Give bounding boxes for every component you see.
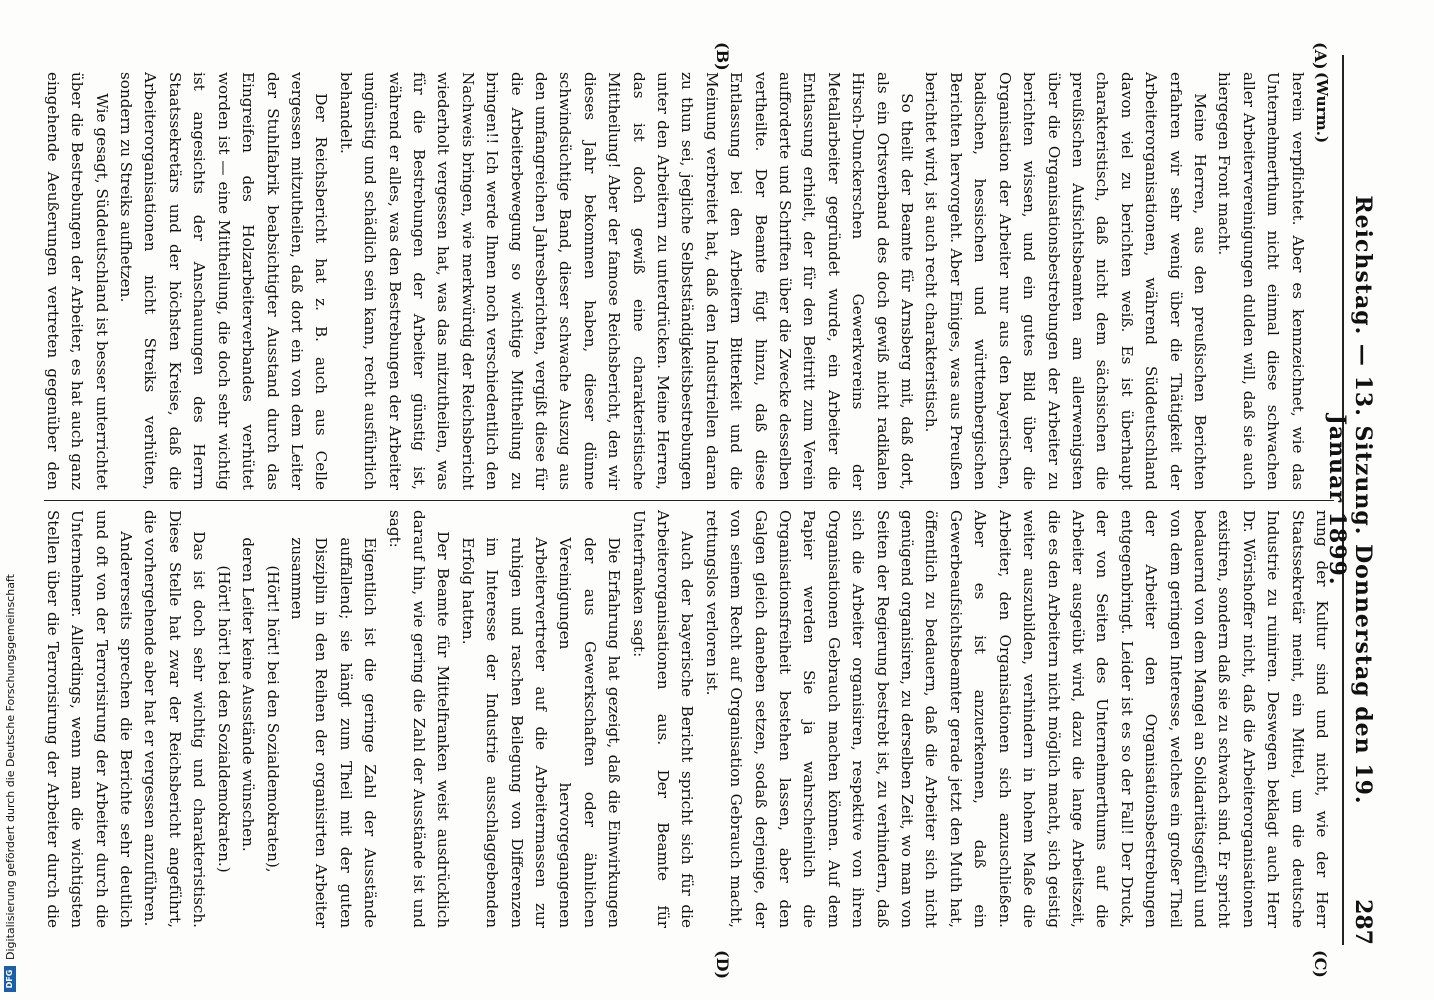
digitization-credit	[0, 0, 20, 1000]
column-divider	[44, 500, 1334, 501]
margin-letter-d: (D)	[713, 950, 732, 980]
paragraph-continuation: herein verpflichtet. Aber es kennzeichnet, wie das Unternehmerthum nicht einmal diese schwachen aller Arbeitervereinigungen dulden will, daß sie auch hiergegen Front macht.	[1215, 72, 1307, 490]
page-running-title: Reichstag. — 13. Sitzung. Donnerstag den 19. Januar 1899.	[1324, 195, 1376, 805]
paragraph: Wie gesagt, Süddeutschland ist besser unterrichtet über die Bestrebungen der Arbeiter, es hat auch ganz eingehende Aeußerungen vertreten gegenüber den	[44, 72, 111, 490]
paragraph: Der Reichsbericht hat z. B. auch aus Celle vergessen mitzutheilen, daß dort ein von dem Leiter der Stuhlfabrik beabsichtigter Ausstand durch das Eingreifen des Holzarbeiterverbandes verhütet worden ist — eine Mittheilung, die doch sehr wichtig ist angesichts der Anschauungen des Herrn Staatssekretärs und der höchsten Kreise, daß die Arbeiterorganisationen nicht Streiks verhüten, sondern zu Streiks aufhetzen.	[117, 72, 331, 490]
text-column-right	[44, 510, 1334, 928]
paragraph: Auch der bayerische Bericht spricht sich für die Arbeiterorganisationen aus. Der Beamte für Unterfranken sagt:	[629, 510, 697, 928]
paragraph: So theilt der Beamte für Arnsberg mit, daß dort, als ein Ortsverband des doch gewiß nicht radikalen Hirsch-Dunckerschen Gewerkvereins der Metallarbeiter gegründet wurde, ein Arbeiter die Entlassung erhielt, der für den Beitritt zum Verein aufforderte und Schriften über die Zwecke desselben vertheilte. Der Beamte fügt hinzu, daß diese Entlassung bei den Arbeitern Bitterkeit und die Meinung verbreitet hat, daß den Industriellen daran zu thun sei, jegliche Selbstständigkeitsbestrebungen unter den Arbeitern zu unterdrücken. Meine Herren, das ist doch gewiß eine charakteristische Mittheilung! Aber der famose Reichsbericht, den wir dieses Jahr bekommen haben, dieser dünne schwindsüchtige Band, dieser schwache Auszug aus den umfangreichen Jahresberichten, vergißt diese für die Arbeiterbewegung so wichtige Mittheilung zu bringen!! Ich werde Ihnen noch verschiedentlich den Nachweis bringen, wie merkwürdig der Reichsbericht wiederholt vergessen hat, was das mitzutheilen, was für die Bestrebungen der Arbeiter günstig ist, während er alles, was den Bestrebungen der Arbeiter ungünstig und schädlich sein kann, recht ausführlich behandelt.	[336, 72, 917, 490]
paragraph: Der Beamte für Mittelfranken weist ausdrücklich darauf hin, wie gering die Zahl der Ausstände ist und sagt:	[385, 510, 453, 928]
digitization-credit-text: Digitalisierung gefördert durch die Deutsche Forschungsgemeinschaft	[3, 574, 17, 960]
quoted-passage: Eigentlich ist die geringe Zahl der Ausstände auffallend; sie hängt zum Theil mit der guten Disziplin in den Reihen der organisirten Arbeiter zusammen	[287, 537, 380, 928]
quoted-passage: Die Erfahrung hat gezeigt, daß die Einwirkungen der aus Gewerkschaften oder ähnlichen Vereinigungen hervorgegangenen Arbeitervertreter auf die Arbeitermassen zur ruhigen und raschen Beilegung von Differenzen im Interesse der Industrie ausschlaggebenden Erfolg hatten.	[458, 537, 624, 928]
paragraph: Meine Herren, aus den preußischen Berichten erfahren wir sehr wenig über die Thätigkeit der Arbeiterorganisationen, während Süddeutschland davon viel zu berichten weiß. Es ist überhaupt charakteristisch, daß nicht dem sächsischen die preußischen Aufsichtsbeamten am allerwenigsten über die Organisationsbestrebungen der Arbeiter zu berichten wissen, und ein gutes Bild über die Organisation der Arbeiter nur aus den bayerischen, badischen, hessischen und württembergischen Berichten hervorgeht. Aber Einiges, was aus Preußen berichtet wird, ist auch recht charakteristisch.	[922, 72, 1209, 490]
paragraph: Das ist doch sehr wichtig und charakteristisch. Diese Stelle hat zwar der Reichsbericht angeführt, die vorhergehende aber hat er vergessen anzuführen.	[141, 510, 209, 928]
margin-letter-b: (B)	[713, 42, 732, 71]
speaker-label: (Wurm.)	[1313, 72, 1331, 144]
paragraph-continuation: rung der Kultur sind und nicht, wie der Herr Staatssekretär meint, ein Mittel, um die deutsche Industrie zu ruiniren. Deswegen beklagt auch Herr Dr. Wörishoffer nicht, daß die Arbeiterorganisationen existiren, sondern daß sie zu schwach sind. Er spricht bedauernd von dem Mangel an Solidaritätsgefühl und von dem geringen Interesse, welches ein großer Theil der Arbeiter den Organisationsbestrebungen entgegenbringt. Leider ist es so der Fall! Der Druck, der von Seiten des Unternehmerthums auf die Arbeiter ausgeübt wird, dazu die lange Arbeitszeit, die es den Arbeitern nicht möglich macht, sich geistig weiter auszubilden, verhindern in hohem Maße die Arbeiter, den Organisationen sich anzuschließen. Aber es ist anzuerkennen, daß ein Gewerbeaufsichtsbeamter gerade jetzt den Muth hat, öffentlich zu bedauern, daß die Arbeiter sich nicht genügend organisiren, zu derselben Zeit, wo man von Seiten der Regierung bestrebt ist, zu verhindern, daß sich die Arbeiter organisiren, respektive von ihren Organisationen Gebrauch machen können. Auf dem Papier werden Sie ja wahrscheinlich die Organisationsfreiheit bestehen lassen, aber den Galgen gleich daneben setzen, sodaß derjenige, der von seinem Recht auf Organisation Gebrauch macht, rettungslos verloren ist.	[702, 510, 1331, 928]
dfg-logo: DFG	[4, 966, 16, 992]
page-number: 287	[1350, 899, 1376, 945]
margin-letter-a: (A)	[1311, 42, 1330, 70]
interjection: (Hört! hört! bei den Sozialdemokraten.)	[214, 565, 233, 873]
text-column-left	[44, 72, 1334, 490]
quoted-passage: deren Leiter keine Ausstände wünschen.	[239, 537, 258, 852]
paragraph: Andererseits sprechen die Berichte sehr deutlich und oft von der Terrorisirung der Arbeiter durch die Unternehmer. Allerdings, wenn man die wichtigsten Stellen über die Terrorisirung der Arbeiter durch die	[44, 510, 136, 928]
interjection: (Hört! hört! bei den Sozialdemokraten),	[263, 565, 282, 873]
page-header	[1324, 55, 1378, 945]
margin-letter-c: (C)	[1311, 950, 1330, 978]
